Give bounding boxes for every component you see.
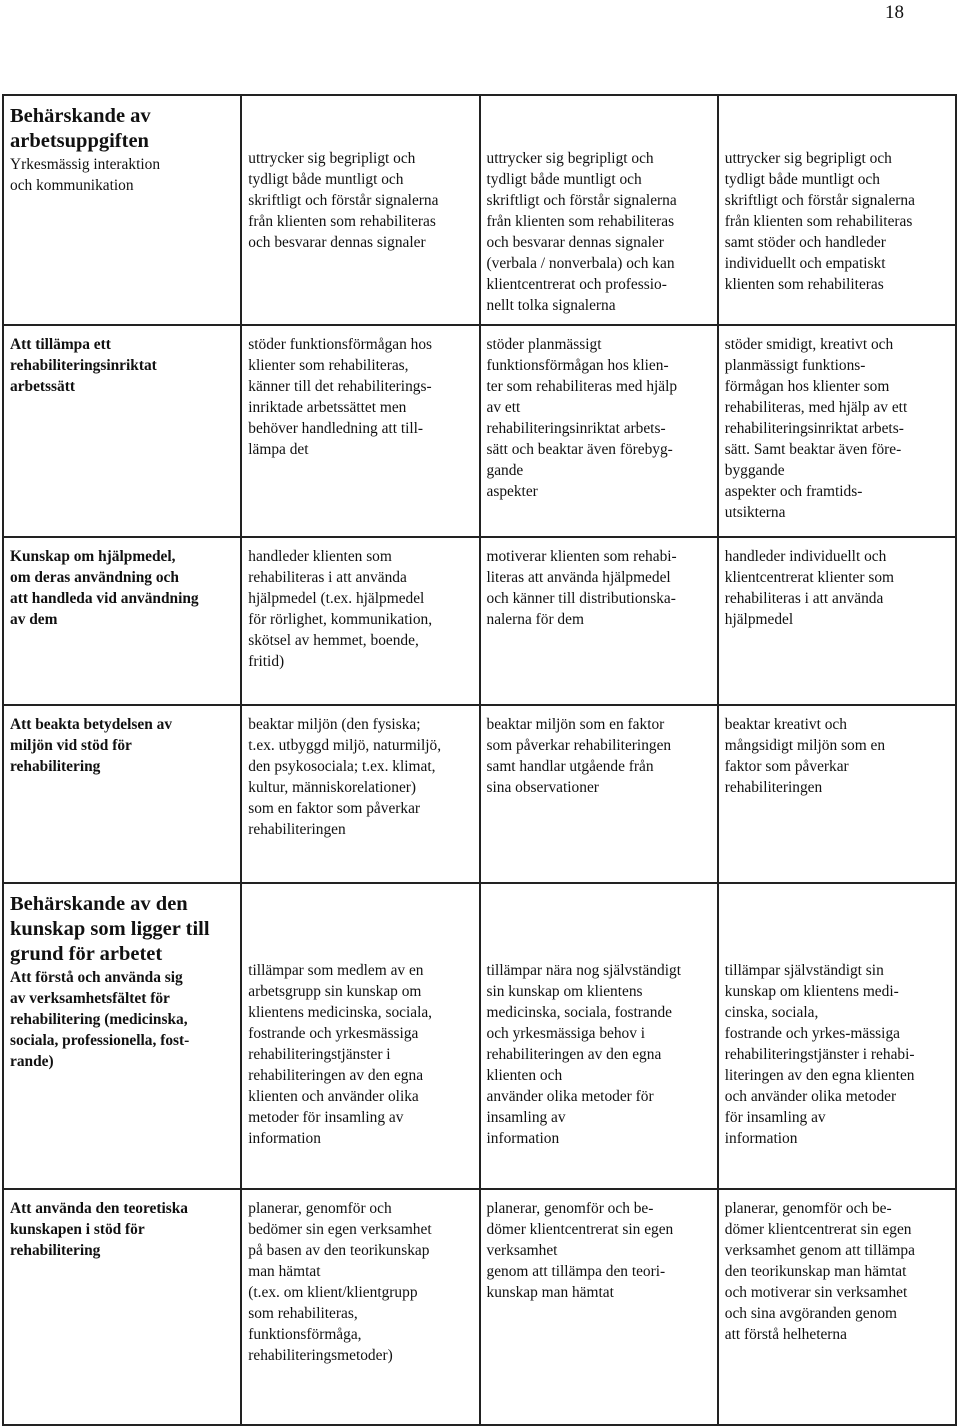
level-cell: stöder planmässigt funktionsförmågan hos klien- ter som rehabiliteras med hjälp av ett rehabiliteringsinriktat arbets- sätt och beaktar även förebyg- gande aspekter: [480, 325, 718, 537]
page-number: 18: [885, 2, 904, 23]
section-heading: Behärskande av den kunskap som ligger till grund för arbetet: [10, 893, 210, 965]
table-row: [3, 705, 956, 883]
level-cell: stöder funktionsförmågan hos klienter som rehabiliteras, känner till det rehabiliterings- inriktade arbetssättet men behöver handledning att till- lämpa det: [241, 325, 479, 537]
level-cell: beaktar miljön som en faktor som påverkar rehabiliteringen samt handlar utgående från sina observationer: [480, 705, 718, 883]
level-cell: planerar, genomför och bedömer sin egen verksamhet på basen av den teorikunskap man hämtat (t.ex. om klient/klientgrupp som rehabiliteras, funktionsförmåga, rehabiliteringsmetoder): [241, 1189, 479, 1425]
level-cell: beaktar kreativt och mångsidigt miljön som en faktor som påverkar rehabiliteringen: [718, 705, 956, 883]
table-row: [3, 95, 956, 325]
row-label: Att tillämpa ett rehabiliteringsinriktat arbetssätt: [10, 336, 157, 395]
row-label-cell: [3, 705, 241, 883]
row-label: Att beakta betydelsen av miljön vid stöd för rehabilitering: [10, 716, 173, 775]
row-label: Att förstå och använda sig av verksamhetsfältet för rehabilitering (medicinska, sociala, professionella, fost- rande): [10, 969, 190, 1070]
level-cell: handleder individuellt och klientcentrerat klienter som rehabiliteras i att använda hjälpmedel: [718, 537, 956, 705]
row-label-cell: [3, 883, 241, 1189]
row-label: Kunskap om hjälpmedel, om deras användning och att handleda vid användning av dem: [10, 548, 199, 628]
level-cell: uttrycker sig begripligt och tydligt både muntligt och skriftligt och förstår signalerna från klienten som rehabiliteras och besvarar dennas signaler: [241, 95, 479, 325]
level-cell: beaktar miljön (den fysiska; t.ex. utbyggd miljö, naturmiljö, den psykosociala; t.ex. klimat, kultur, människorelationer) som en faktor som påverkar rehabiliteringen: [241, 705, 479, 883]
row-label: Yrkesmässig interaktion och kommunikation: [10, 156, 161, 194]
row-label-cell: [3, 325, 241, 537]
row-label-cell: [3, 537, 241, 705]
level-cell: planerar, genomför och be- dömer klientcentrerat sin egen verksamhet genom att tillämpa den teori- kunskap man hämtat: [480, 1189, 718, 1425]
table-row: [3, 325, 956, 537]
level-cell: tillämpar självständigt sin kunskap om klientens medi- cinska, sociala, fostrande och yrkes-mässiga rehabiliteringstjänster i rehabi- literingen av den egna klienten och använder olika metoder för insamling av information: [718, 883, 956, 1189]
level-cell: stöder smidigt, kreativt och planmässigt funktions- förmågan hos klienter som rehabiliteras, med hjälp av ett rehabiliteringsinriktat arbets- sätt. Samt beaktar även före- byggande aspekter och framtids- utsikterna: [718, 325, 956, 537]
row-label-cell: [3, 1189, 241, 1425]
table-row: [3, 537, 956, 705]
level-cell: uttrycker sig begripligt och tydligt både muntligt och skriftligt och förstår signalerna från klienten som rehabiliteras och besvarar dennas signaler (verbala / nonverbala) och kan klientcentrerat och professio- nellt tolka signalerna: [480, 95, 718, 325]
level-cell: handleder klienten som rehabiliteras i att använda hjälpmedel (t.ex. hjälpmedel för rörlighet, kommunikation, skötsel av hemmet, boende, fritid): [241, 537, 479, 705]
table-row: [3, 1189, 956, 1425]
row-label: Att använda den teoretiska kunskapen i stöd för rehabilitering: [10, 1200, 188, 1259]
level-cell: tillämpar som medlem av en arbetsgrupp sin kunskap om klientens medicinska, sociala, fostrande och yrkesmässiga rehabiliteringstjänster i rehabiliteringen av den egna klienten och använder olika metoder för insamling av information: [241, 883, 479, 1189]
level-cell: tillämpar nära nog självständigt sin kunskap om klientens medicinska, sociala, fostrande och yrkesmässiga behov i rehabiliteringen av den egna klienten och använder olika metoder för insamling av information: [480, 883, 718, 1189]
section-heading: Behärskande av arbetsuppgiften: [10, 105, 151, 152]
competence-table: [2, 94, 957, 1426]
row-label-cell: [3, 95, 241, 325]
level-cell: uttrycker sig begripligt och tydligt både muntligt och skriftligt och förstår signalerna från klienten som rehabiliteras samt stöder och handleder individuellt och empatiskt klienten som rehabiliteras: [718, 95, 956, 325]
level-cell: motiverar klienten som rehabi- literas att använda hjälpmedel och känner till distributionska- nalerna för dem: [480, 537, 718, 705]
table-row: [3, 883, 956, 1189]
level-cell: planerar, genomför och be- dömer klientcentrerat sin egen verksamhet genom att tillämpa den teorikunskap man hämtat och motiverar sin verksamhet och sina avgöranden genom att förstå helheterna: [718, 1189, 956, 1425]
